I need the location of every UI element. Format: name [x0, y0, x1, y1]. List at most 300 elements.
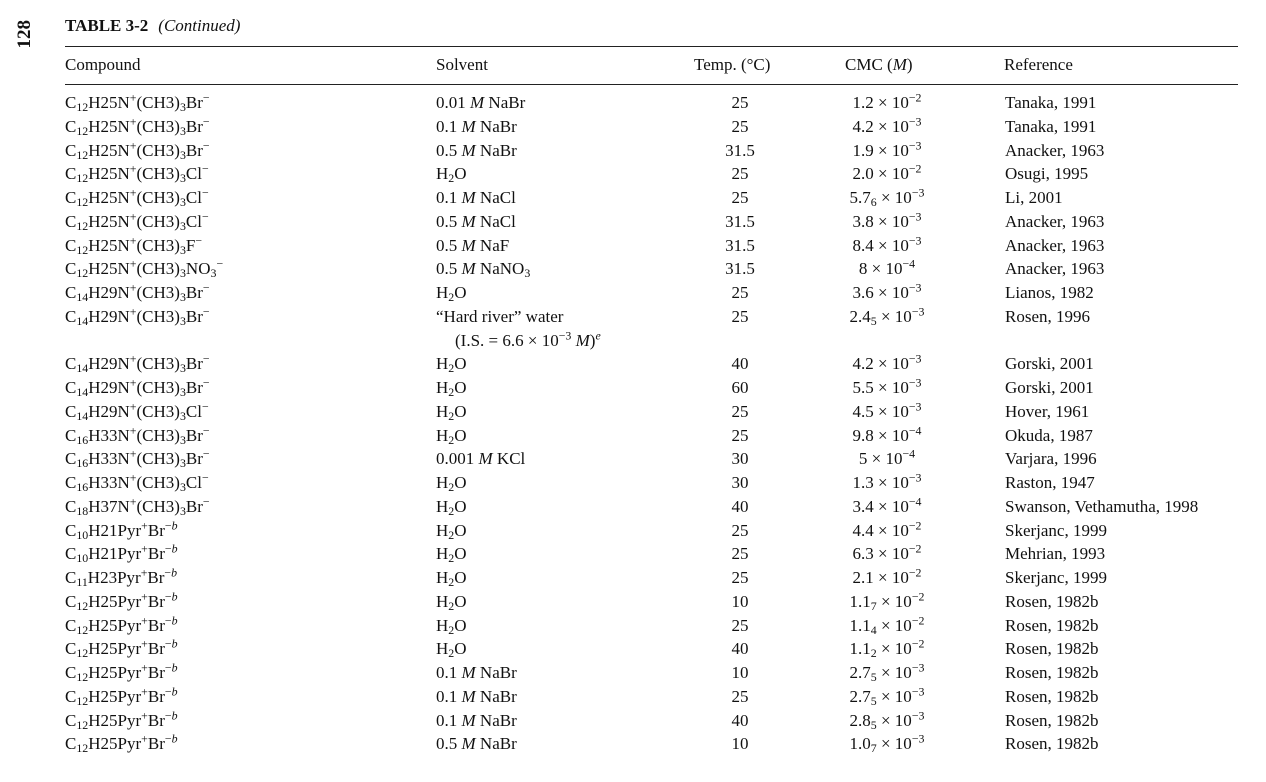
solvent-cell: [436, 281, 467, 305]
compound-cell: [65, 234, 202, 258]
solvent-cell: [436, 614, 467, 638]
temp-cell-text: 31.5: [725, 211, 755, 231]
temp-cell-text: 25: [731, 116, 749, 136]
compound-cell-text: $C_{12}H25Pyr^+Br^{-b}$: [65, 660, 178, 684]
reference-cell: [1005, 305, 1090, 329]
cmc-cell-text: $8.4 \times 10^{-3}$: [852, 232, 922, 255]
reference-cell-text: Rosen, 1982b: [1005, 615, 1099, 635]
reference-cell-text: Lianos, 1982: [1005, 283, 1094, 302]
compound-cell-text: $C_{12}H25N^+(CH3)_3Cl^-$: [65, 185, 209, 209]
reference-cell: [1005, 400, 1089, 424]
reference-cell: [1005, 424, 1093, 448]
table-row: [0, 257, 1266, 281]
solvent-cell: [436, 352, 467, 376]
solvent-cell-text: 0.1 M NaBr: [436, 686, 517, 706]
compound-cell-text: $C_{12}H25Pyr^+Br^{-b}$: [65, 707, 178, 732]
reference-cell-text: Skerjanc, 1999: [1005, 568, 1107, 587]
temp-cell: [700, 495, 780, 519]
solvent-cell: [436, 305, 601, 353]
solvent-cell: [436, 400, 467, 424]
compound-cell: [65, 376, 210, 400]
reference-cell-text: Rosen, 1982b: [1005, 710, 1099, 730]
solvent-cell: [436, 566, 467, 590]
reference-cell-text: Li, 2001: [1005, 188, 1063, 207]
solvent-cell: [436, 91, 525, 115]
table-row: [0, 709, 1266, 733]
compound-cell-text: $C_{12}H25N^+(CH3)_3Br^-$: [65, 90, 210, 114]
cmc-cell: [820, 91, 954, 115]
solvent-cell: [436, 637, 467, 661]
solvent-cell: [436, 732, 517, 756]
temp-cell-text: 25: [731, 401, 749, 421]
table-row: [0, 162, 1266, 186]
solvent-cell: [436, 495, 467, 519]
header-solvent: Solvent: [436, 55, 488, 74]
table-body: [0, 91, 1266, 756]
table-row: [0, 637, 1266, 661]
solvent-cell-text: 0.1 M NaCl: [436, 188, 516, 207]
compound-cell: [65, 637, 178, 661]
cmc-cell-text: $3.4 \times 10^{-4}$: [852, 494, 922, 516]
reference-cell: [1005, 590, 1099, 614]
solvent-cell: [436, 234, 509, 258]
compound-cell: [65, 661, 178, 685]
solvent-cell-text: $H_2O$: [436, 401, 467, 423]
cmc-cell-text: $6.3 \times 10^{-2}$: [852, 541, 922, 564]
cmc-cell: [820, 210, 954, 234]
compound-cell: [65, 471, 209, 495]
temp-cell-text: 40: [731, 354, 749, 374]
cmc-cell-text: $8 \times 10^{-4}$: [858, 256, 916, 279]
temp-cell-text: 10: [731, 734, 749, 754]
cmc-cell: [820, 614, 954, 638]
solvent-cell-text: $H_2O$: [436, 615, 467, 637]
table-row: [0, 542, 1266, 566]
table-row: [0, 590, 1266, 614]
compound-cell: [65, 447, 210, 471]
compound-cell-text: $C_{12}H25Pyr^+Br^{-b}$: [65, 589, 178, 613]
compound-cell: [65, 91, 210, 115]
reference-cell-text: Gorski, 2001: [1005, 354, 1094, 374]
temp-cell: [700, 519, 780, 543]
compound-cell-text: $C_{14}H29N^+(CH3)_3Br^-$: [65, 304, 210, 328]
temp-cell-text: 10: [731, 591, 749, 611]
cmc-cell: [820, 685, 954, 709]
reference-cell-text: Gorski, 2001: [1005, 378, 1094, 397]
reference-cell-text: Varjara, 1996: [1005, 449, 1097, 469]
table-row: [0, 447, 1266, 471]
temp-cell: [700, 590, 780, 614]
page-number: 128: [14, 20, 35, 49]
solvent-cell-text: 0.1 M NaBr: [436, 710, 517, 730]
temp-cell: [700, 186, 780, 210]
solvent-cell: [436, 162, 467, 186]
compound-cell: [65, 495, 210, 519]
solvent-cell-text: $H_2O$: [436, 283, 467, 304]
temp-cell-text: 25: [731, 306, 749, 326]
solvent-cell-text: $H_2O$: [436, 354, 467, 376]
solvent-cell-text: 0.5 M NaF: [436, 235, 510, 255]
reference-cell-text: Anacker, 1963: [1005, 140, 1105, 160]
cmc-cell: [820, 709, 954, 733]
solvent-cell: [436, 519, 467, 543]
table-caption: [65, 16, 240, 36]
cmc-cell: [820, 447, 954, 471]
reference-cell-text: Anacker, 1963: [1005, 235, 1105, 255]
cmc-cell: [820, 732, 954, 756]
cmc-cell-text: $2.0 \times 10^{-2}$: [852, 161, 922, 184]
cmc-cell: [820, 162, 954, 186]
temp-cell: [700, 115, 780, 139]
reference-cell-text: Anacker, 1963: [1005, 259, 1105, 279]
table-row: [0, 234, 1266, 258]
compound-cell-text: $C_{18}H37N^+(CH3)_3Br^-$: [65, 494, 210, 518]
temp-cell-text: 25: [731, 425, 749, 445]
temp-cell: [700, 566, 780, 590]
table-row: [0, 281, 1266, 305]
cmc-cell-text: $2.7_5 \times 10^{-3}$: [849, 660, 925, 684]
reference-cell: [1005, 614, 1099, 638]
compound-cell: [65, 281, 210, 305]
solvent-cell: [436, 590, 467, 614]
temp-cell: [700, 732, 780, 756]
temp-cell-text: 31.5: [725, 259, 755, 279]
table-label: TABLE 3-2: [65, 16, 149, 35]
temp-cell-text: 40: [731, 710, 749, 730]
solvent-cell: [436, 709, 517, 733]
cmc-cell: [820, 590, 954, 614]
cmc-cell: [820, 471, 954, 495]
temp-cell: [700, 471, 780, 495]
reference-cell: [1005, 709, 1099, 733]
temp-cell-text: 10: [731, 663, 749, 682]
temp-cell: [700, 305, 780, 329]
reference-cell: [1005, 685, 1099, 709]
solvent-cell: [436, 115, 517, 139]
solvent-cell-text: $H_2O$: [436, 425, 467, 447]
reference-cell-text: Anacker, 1963: [1005, 211, 1105, 231]
compound-cell-text: $C_{12}H25N^+(CH3)_3F^-$: [65, 232, 203, 257]
reference-cell-text: Tanaka, 1991: [1005, 93, 1097, 112]
compound-cell: [65, 424, 210, 448]
cmc-cell: [820, 495, 954, 519]
solvent-cell-text: 0.5 M NaNO$_3$: [436, 259, 531, 281]
solvent-cell-text: “Hard river” water: [436, 306, 564, 326]
reference-cell: [1005, 281, 1094, 305]
reference-cell: [1005, 447, 1097, 471]
temp-cell: [700, 91, 780, 115]
solvent-cell: [436, 661, 517, 685]
reference-cell: [1005, 519, 1107, 543]
reference-cell-text: Rosen, 1982b: [1005, 663, 1099, 682]
cmc-cell-text: $2.7_5 \times 10^{-3}$: [849, 684, 925, 708]
reference-cell-text: Rosen, 1982b: [1005, 734, 1099, 754]
reference-cell: [1005, 661, 1099, 685]
header-cmc: CMC (M): [845, 55, 913, 74]
compound-cell-text: $C_{16}H33N^+(CH3)_3Br^-$: [65, 446, 210, 471]
compound-cell-text: $C_{14}H29N^+(CH3)_3Br^-$: [65, 375, 210, 399]
solvent-cell: [436, 186, 516, 210]
solvent-cell-text: 0.5 M NaBr: [436, 734, 517, 754]
reference-cell-text: Rosen, 1982b: [1005, 639, 1099, 659]
temp-cell: [700, 210, 780, 234]
compound-cell: [65, 685, 178, 709]
cmc-cell: [820, 661, 954, 685]
cmc-cell-text: $1.9 \times 10^{-3}$: [852, 137, 922, 160]
compound-cell: [65, 305, 210, 329]
solvent-cell: [436, 685, 517, 709]
compound-cell: [65, 590, 178, 614]
compound-cell-text: $C_{12}H25N^+(CH3)_3Cl^-$: [65, 161, 209, 186]
cmc-cell: [820, 566, 954, 590]
header-reference: Reference: [1004, 55, 1073, 74]
temp-cell: [700, 447, 780, 471]
compound-cell: [65, 519, 178, 543]
temp-cell-text: 30: [731, 449, 749, 469]
reference-cell-text: Tanaka, 1991: [1005, 116, 1097, 136]
compound-cell-text: $C_{10}H21Pyr^+Br^{-b}$: [65, 541, 178, 566]
cmc-cell-text: $3.6 \times 10^{-3}$: [852, 280, 922, 302]
cmc-cell: [820, 186, 954, 210]
temp-cell: [700, 281, 780, 305]
compound-cell: [65, 186, 209, 210]
reference-cell: [1005, 234, 1104, 258]
compound-cell-text: $C_{12}H25N^+(CH3)_3NO_3^-$: [65, 256, 224, 281]
temp-cell: [700, 542, 780, 566]
temp-cell-text: 60: [731, 378, 749, 397]
compound-cell-text: $C_{12}H25N^+(CH3)_3Br^-$: [65, 137, 210, 162]
cmc-cell: [820, 637, 954, 661]
header-compound: Compound: [65, 55, 141, 74]
reference-cell: [1005, 495, 1198, 519]
solvent-cell-text: $H_2O$: [436, 520, 467, 542]
table-row: [0, 519, 1266, 543]
temp-cell: [700, 234, 780, 258]
solvent-cell: [436, 447, 525, 471]
temp-cell: [700, 637, 780, 661]
compound-cell-text: $C_{12}H25N^+(CH3)_3Cl^-$: [65, 209, 209, 233]
temp-cell-text: 31.5: [725, 140, 755, 160]
solvent-cell: [436, 471, 467, 495]
temp-cell-text: 25: [731, 686, 749, 706]
temp-cell: [700, 661, 780, 685]
solvent-cell: [436, 542, 467, 566]
solvent-cell-text: $H_2O$: [436, 544, 467, 566]
compound-cell-text: $C_{14}H29N^+(CH3)_3Cl^-$: [65, 399, 209, 423]
temp-cell-text: 31.5: [725, 235, 755, 255]
reference-cell: [1005, 186, 1063, 210]
temp-cell: [700, 709, 780, 733]
cmc-cell: [820, 257, 954, 281]
cmc-cell-text: $9.8 \times 10^{-4}$: [852, 422, 922, 445]
reference-cell: [1005, 732, 1099, 756]
compound-cell-text: $C_{14}H29N^+(CH3)_3Br^-$: [65, 351, 210, 376]
table-row: [0, 661, 1266, 685]
compound-cell: [65, 139, 210, 163]
compound-cell: [65, 257, 223, 281]
reference-cell: [1005, 376, 1094, 400]
compound-cell-text: $C_{12}H25Pyr^+Br^{-b}$: [65, 636, 178, 661]
solvent-cell: [436, 424, 467, 448]
cmc-cell-text: $4.2 \times 10^{-3}$: [852, 114, 922, 136]
reference-cell-text: Okuda, 1987: [1005, 425, 1093, 445]
header-rule: [65, 84, 1238, 85]
temp-cell: [700, 139, 780, 163]
reference-cell: [1005, 115, 1096, 139]
compound-cell-text: $C_{12}H25Pyr^+Br^{-b}$: [65, 684, 178, 708]
cmc-cell-text: $5.7_6 \times 10^{-3}$: [849, 185, 925, 209]
reference-cell: [1005, 257, 1104, 281]
solvent-note-text: (I.S. = $6.6 \times 10^{-3}$ M)$^e$: [455, 327, 601, 350]
table-row: [0, 566, 1266, 590]
compound-cell: [65, 732, 178, 756]
temp-cell: [700, 424, 780, 448]
solvent-cell-text: 0.001 M KCl: [436, 449, 526, 469]
solvent-cell-text: $H_2O$: [436, 639, 467, 661]
solvent-cell-text: 0.1 M NaBr: [436, 663, 517, 682]
temp-cell-text: 30: [731, 473, 749, 492]
table-row: [0, 400, 1266, 424]
compound-cell: [65, 614, 178, 638]
temp-cell-text: 40: [731, 639, 749, 659]
cmc-cell-text: $1.1_2 \times 10^{-2}$: [849, 636, 925, 661]
temp-cell: [700, 162, 780, 186]
compound-cell: [65, 210, 209, 234]
compound-cell-text: $C_{10}H21Pyr^+Br^{-b}$: [65, 517, 178, 542]
reference-cell: [1005, 91, 1096, 115]
reference-cell-text: Raston, 1947: [1005, 473, 1095, 492]
cmc-cell: [820, 281, 954, 305]
cmc-cell-text: $1.2 \times 10^{-2}$: [852, 90, 922, 112]
reference-cell: [1005, 162, 1088, 186]
reference-cell-text: Osugi, 1995: [1005, 164, 1089, 184]
top-rule: [65, 46, 1238, 47]
solvent-cell: [436, 376, 467, 400]
compound-cell-text: $C_{16}H33N^+(CH3)_3Br^-$: [65, 422, 210, 447]
temp-cell-text: 25: [731, 283, 749, 302]
temp-cell: [700, 614, 780, 638]
reference-cell-text: Hover, 1961: [1005, 401, 1090, 421]
table-row: [0, 91, 1266, 115]
table-row: [0, 210, 1266, 234]
compound-cell-text: $C_{14}H29N^+(CH3)_3Br^-$: [65, 280, 210, 304]
solvent-cell-text: $H_2O$: [436, 473, 467, 494]
temp-cell: [700, 400, 780, 424]
table-row: [0, 352, 1266, 376]
temp-cell-text: 25: [731, 544, 749, 564]
compound-cell: [65, 162, 209, 186]
compound-cell: [65, 566, 177, 590]
compound-cell: [65, 115, 210, 139]
cmc-cell-text: $1.1_4 \times 10^{-2}$: [849, 612, 925, 637]
cmc-cell: [820, 400, 954, 424]
cmc-cell: [820, 115, 954, 139]
compound-cell: [65, 352, 210, 376]
reference-cell: [1005, 566, 1107, 590]
cmc-cell: [820, 519, 954, 543]
table-continued-note: (Continued): [158, 16, 241, 35]
cmc-cell: [820, 305, 954, 329]
table-row: [0, 376, 1266, 400]
table-row: [0, 305, 1266, 353]
table-row: [0, 139, 1266, 163]
table-row: [0, 495, 1266, 519]
cmc-cell-text: $5 \times 10^{-4}$: [858, 446, 916, 469]
table-row: [0, 685, 1266, 709]
cmc-cell: [820, 376, 954, 400]
compound-cell: [65, 400, 209, 424]
solvent-cell: [436, 210, 516, 234]
cmc-cell-text: $1.0_7 \times 10^{-3}$: [849, 731, 925, 756]
cmc-cell-text: $1.1_7 \times 10^{-2}$: [849, 589, 925, 613]
temp-cell-text: 25: [731, 164, 749, 184]
compound-cell: [65, 542, 178, 566]
solvent-cell-text: 0.1 M NaBr: [436, 116, 517, 136]
compound-cell-text: $C_{16}H33N^+(CH3)_3Cl^-$: [65, 470, 209, 494]
cmc-cell-text: $3.8 \times 10^{-3}$: [852, 209, 922, 231]
temp-cell-text: 25: [731, 520, 749, 540]
table-row: [0, 471, 1266, 495]
solvent-cell-text: $H_2O$: [436, 496, 467, 518]
reference-cell-text: Swanson, Vethamutha, 1998: [1005, 496, 1199, 516]
cmc-cell: [820, 352, 954, 376]
compound-cell-text: $C_{12}H25Pyr^+Br^{-b}$: [65, 731, 178, 756]
reference-cell: [1005, 637, 1099, 661]
reference-cell: [1005, 139, 1104, 163]
solvent-cell-text: 0.01 M NaBr: [436, 93, 526, 112]
compound-cell-text: $C_{12}H25Pyr^+Br^{-b}$: [65, 612, 178, 637]
temp-cell: [700, 376, 780, 400]
table-row: [0, 186, 1266, 210]
table-row: [0, 732, 1266, 756]
cmc-cell-text: $4.4 \times 10^{-2}$: [852, 517, 922, 540]
reference-cell: [1005, 471, 1095, 495]
reference-cell-text: Rosen, 1996: [1005, 306, 1090, 326]
cmc-cell-text: $2.4_5 \times 10^{-3}$: [849, 304, 925, 328]
solvent-cell-text: 0.5 M NaBr: [436, 140, 517, 160]
temp-cell-text: 25: [731, 568, 749, 587]
cmc-cell: [820, 424, 954, 448]
cmc-cell: [820, 139, 954, 163]
temp-cell: [700, 685, 780, 709]
reference-cell-text: Mehrian, 1993: [1005, 544, 1106, 564]
table-row: [0, 614, 1266, 638]
reference-cell-text: Rosen, 1982b: [1005, 591, 1099, 611]
cmc-cell: [820, 234, 954, 258]
cmc-cell-text: $4.2 \times 10^{-3}$: [852, 351, 922, 374]
solvent-cell: [436, 139, 517, 163]
temp-cell-text: 40: [731, 496, 749, 516]
temp-cell-text: 25: [731, 93, 749, 112]
table-row: [0, 424, 1266, 448]
table-row: [0, 115, 1266, 139]
cmc-cell-text: $1.3 \times 10^{-3}$: [852, 470, 922, 492]
cmc-cell: [820, 542, 954, 566]
solvent-cell-text: $H_2O$: [436, 568, 467, 589]
temp-cell-text: 25: [731, 188, 749, 207]
reference-cell: [1005, 352, 1094, 376]
solvent-cell-text: $H_2O$: [436, 591, 467, 613]
reference-cell-text: Rosen, 1982b: [1005, 686, 1099, 706]
compound-cell-text: $C_{11}H23Pyr^+Br^{-b}$: [65, 565, 178, 589]
cmc-cell-text: $2.1 \times 10^{-2}$: [852, 565, 922, 587]
cmc-cell-text: $4.5 \times 10^{-3}$: [852, 399, 922, 421]
compound-cell-text: $C_{12}H25N^+(CH3)_3Br^-$: [65, 114, 210, 138]
reference-cell: [1005, 542, 1105, 566]
reference-cell: [1005, 210, 1104, 234]
temp-cell: [700, 352, 780, 376]
temp-cell-text: 25: [731, 615, 749, 635]
